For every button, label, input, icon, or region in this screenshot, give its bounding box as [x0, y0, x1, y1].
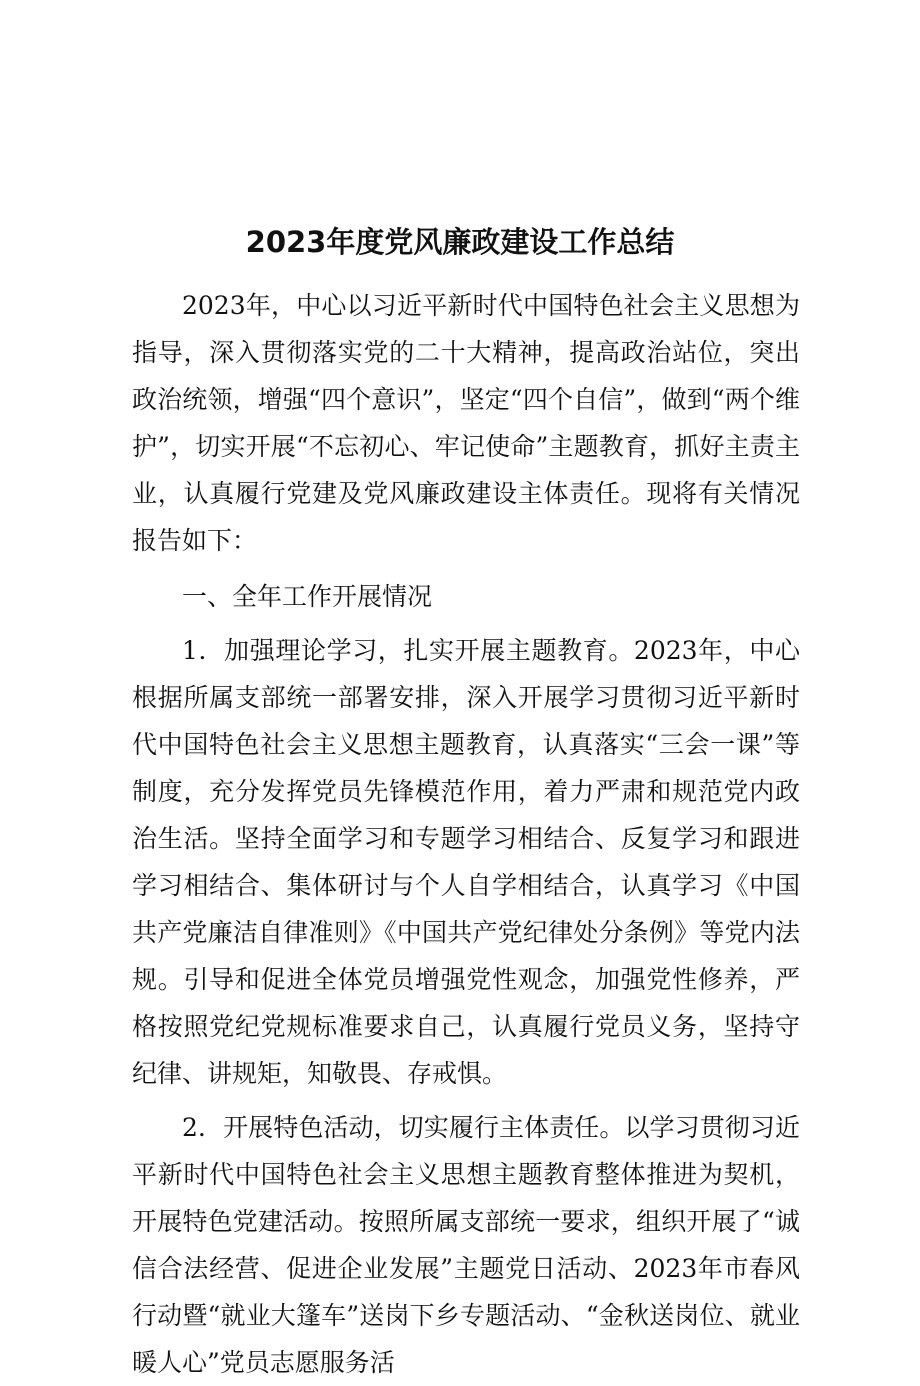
- document-body: [132, 282, 800, 1386]
- document-title: 2023年度党风廉政建设工作总结: [245, 225, 675, 259]
- item-2-paragraph: 2．开展特色活动，切实履行主体责任。以学习贯彻习近平新时代中国特色社会主义思想主题教育整体推进为契机，开展特色党建活动。按照所属支部统一要求，组织开展了“诚信合法经营、促进企业发展”主题党日活动、2023年市春风行动暨“就业大篷车”送岗下乡专题活动、“金秋送岗位、就业暖人心”党员志愿服务活: [132, 1113, 800, 1377]
- intro-paragraph: 2023年，中心以习近平新时代中国特色社会主义思想为指导，深入贯彻落实党的二十大精神，提高政治站位，突出政治统领，增强“四个意识”，坚定“四个自信”，做到“两个维护”，切实开展“不忘初心、牢记使命”主题教育，抓好主责主业，认真履行党建及党风廉政建设主体责任。现将有关情况报告如下：: [132, 291, 800, 555]
- section-heading: 一、全年工作开展情况: [182, 582, 433, 611]
- item-1-paragraph: 1．加强理论学习，扎实开展主题教育。2023年，中心根据所属支部统一部署安排，深入开展学习贯彻习近平新时代中国特色社会主义思想主题教育，认真落实“三会一课”等制度，充分发挥党员先锋模范作用，着力严肃和规范党内政治生活。坚持全面学习和专题学习相结合、反复学习和跟进学习相结合、集体研讨与个人自学相结合，认真学习《中国共产党廉洁自律准则》《中国共产党纪律处分条例》等党内法规。引导和促进全体党员增强党性观念，加强党性修养，严格按照党纪党规标准要求自己，认真履行党员义务，坚持守纪律、讲规矩，知敬畏、存戒惧。: [132, 636, 800, 1088]
